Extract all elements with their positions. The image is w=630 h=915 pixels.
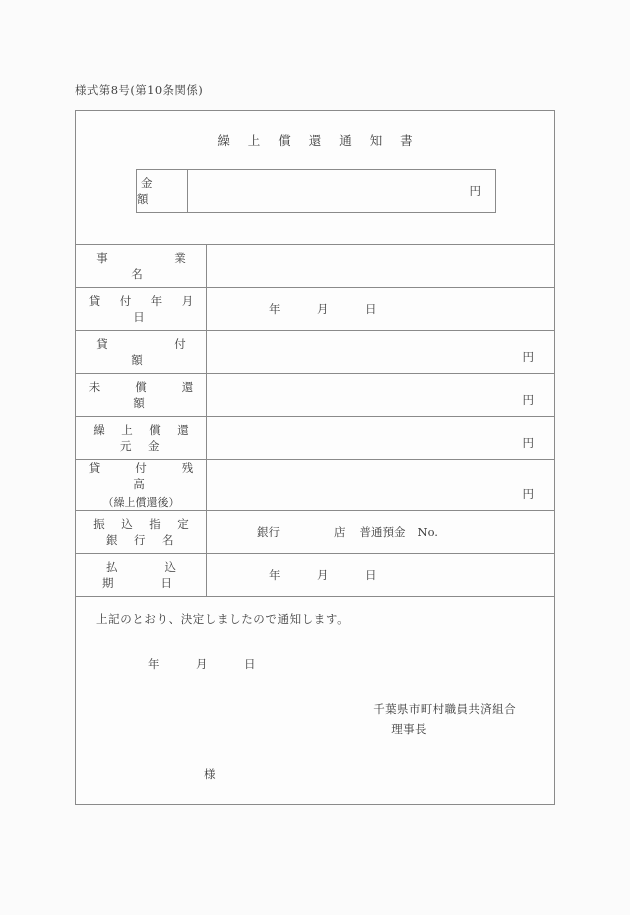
table-row [76,288,555,331]
table-row [76,331,555,374]
bank-word: 銀行 [257,525,280,539]
row-value-unpaid-balance[interactable] [207,374,555,417]
account-number-label: No. [417,525,438,539]
statement-text: 上記のとおり、決定しましたので通知します。 [96,612,350,626]
document-title: 繰 上 償 還 通 知 書 [217,133,420,148]
details-table [75,244,555,597]
table-row [76,460,555,511]
day-label: 日 [365,302,377,316]
row-label-loan-amount: 貸 付 額 [76,331,207,374]
statement-day-label: 日 [244,657,256,671]
row-label-business-name: 事 業 名 [76,245,207,288]
table-row [76,245,555,288]
year-label: 年 [269,302,281,316]
date-placeholder [207,567,413,583]
bank-placeholder [207,524,438,540]
yen-unit: 円 [522,393,534,407]
form-frame [75,110,555,805]
statement-month-label: 月 [196,657,208,671]
yen-unit: 円 [522,436,534,450]
addressee-honorific: 様 [204,767,216,781]
form-number: 様式第8号(第10条関係) [75,83,204,97]
row-value-loan-amount[interactable] [207,331,555,374]
account-type: 普通預金 [359,525,406,539]
signature-block [373,699,516,739]
row-sublabel-remaining-balance: （繰上償還後） [102,496,180,509]
statement-date[interactable] [148,656,292,672]
statement-year-label: 年 [148,657,160,671]
signature-organization: 千葉県市町村職員共済組合 [373,702,516,716]
day-label: 日 [365,568,377,582]
signature-title: 理事長 [391,722,427,737]
table-row [76,554,555,597]
row-label-prepayment-principal: 繰 上 償 還 元 金 [76,417,207,460]
row-label-bank-name: 振 込 指 定 銀 行 名 [76,511,207,554]
yen-unit: 円 [522,487,534,501]
row-label-remaining-balance: 貸 付 残 高 （繰上償還後） [76,460,207,511]
month-label: 月 [317,302,329,316]
year-label: 年 [269,568,281,582]
row-label-loan-date: 貸 付 年 月 日 [76,288,207,331]
date-placeholder [207,301,413,317]
yen-unit: 円 [522,350,534,364]
table-row [76,417,555,460]
branch-word: 店 [334,525,346,539]
row-value-loan-date[interactable] [207,288,555,331]
amount-unit: 円 [469,184,481,198]
row-label-unpaid-balance: 未 償 還 額 [76,374,207,417]
row-value-bank-name[interactable] [207,511,555,554]
month-label: 月 [317,568,329,582]
row-label-payment-date: 払 込 期 日 [76,554,207,597]
amount-label: 金 額 [137,170,188,212]
amount-box [136,169,496,213]
row-value-prepayment-principal[interactable] [207,417,555,460]
row-value-business-name[interactable] [207,245,555,288]
table-row [76,374,555,417]
amount-value-field[interactable] [188,170,495,212]
row-value-payment-date[interactable] [207,554,555,597]
row-value-remaining-balance[interactable] [207,460,555,511]
table-row [76,511,555,554]
